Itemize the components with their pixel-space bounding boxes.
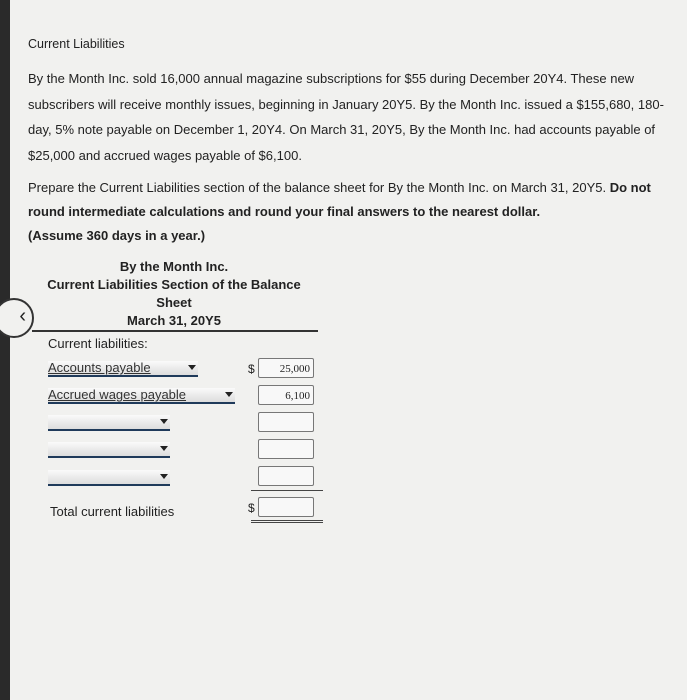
statement-name: Current Liabilities Section of the Balance Sheet: [47, 277, 301, 310]
dropdown-arrow-icon: [225, 392, 233, 397]
company-name: By the Month Inc.: [119, 259, 229, 274]
assumption-text: (Assume 360 days in a year.): [28, 228, 206, 243]
subtotal-rule: [251, 490, 323, 491]
chevron-left-icon: ‹: [19, 305, 26, 327]
liabilities-form: [18, 332, 678, 532]
dropdown-arrow-icon: [160, 446, 168, 451]
screen-bezel: [0, 0, 10, 700]
select-value: Accounts payable: [48, 360, 151, 375]
instructions: [28, 176, 678, 248]
problem-text: By the Month Inc. sold 16,000 annual magazine subscriptions for $55 during December 20Y4. These new subscribers will receive monthly issues, beginning in January 20Y5. By the Month Inc. issued a $155,680, 180-day, 5% note payable on December 1, 20Y4. On March 31, 20Y5, By the Month Inc. had accounts payable of $25,000 and accrued wages payable of $6,100.: [28, 71, 664, 163]
amount-input[interactable]: 6,100: [258, 385, 314, 405]
dollar-sign: $: [248, 362, 255, 376]
instruction-bold: Do not round intermediate calculations and round your final answers to the nearest dollar.: [28, 180, 651, 219]
page: [10, 0, 687, 700]
dollar-sign: $: [248, 501, 255, 515]
account-select[interactable]: [48, 470, 170, 486]
account-select[interactable]: [48, 361, 198, 377]
amount-input[interactable]: 25,000: [258, 358, 314, 378]
dropdown-arrow-icon: [188, 365, 196, 370]
total-input[interactable]: [258, 497, 314, 517]
amount-input[interactable]: [258, 439, 314, 459]
content: [28, 37, 678, 532]
account-select[interactable]: [48, 442, 170, 458]
account-select[interactable]: [48, 415, 170, 431]
section-label: Current liabilities:: [48, 336, 148, 351]
account-select[interactable]: [48, 388, 235, 404]
dropdown-arrow-icon: [160, 474, 168, 479]
total-label: Total current liabilities: [50, 504, 175, 519]
statement-header: [32, 258, 316, 330]
dropdown-arrow-icon: [160, 419, 168, 424]
amount-input[interactable]: [258, 412, 314, 432]
statement-date: March 31, 20Y5: [127, 313, 221, 328]
section-title: Current Liabilities: [28, 37, 125, 51]
total-double-rule: [251, 520, 323, 523]
select-value: Accrued wages payable: [48, 387, 187, 402]
instruction-text: Prepare the Current Liabilities section of the balance sheet for By the Month Inc. on March 31, 20Y5.: [28, 180, 607, 195]
amount-input[interactable]: [258, 466, 314, 486]
